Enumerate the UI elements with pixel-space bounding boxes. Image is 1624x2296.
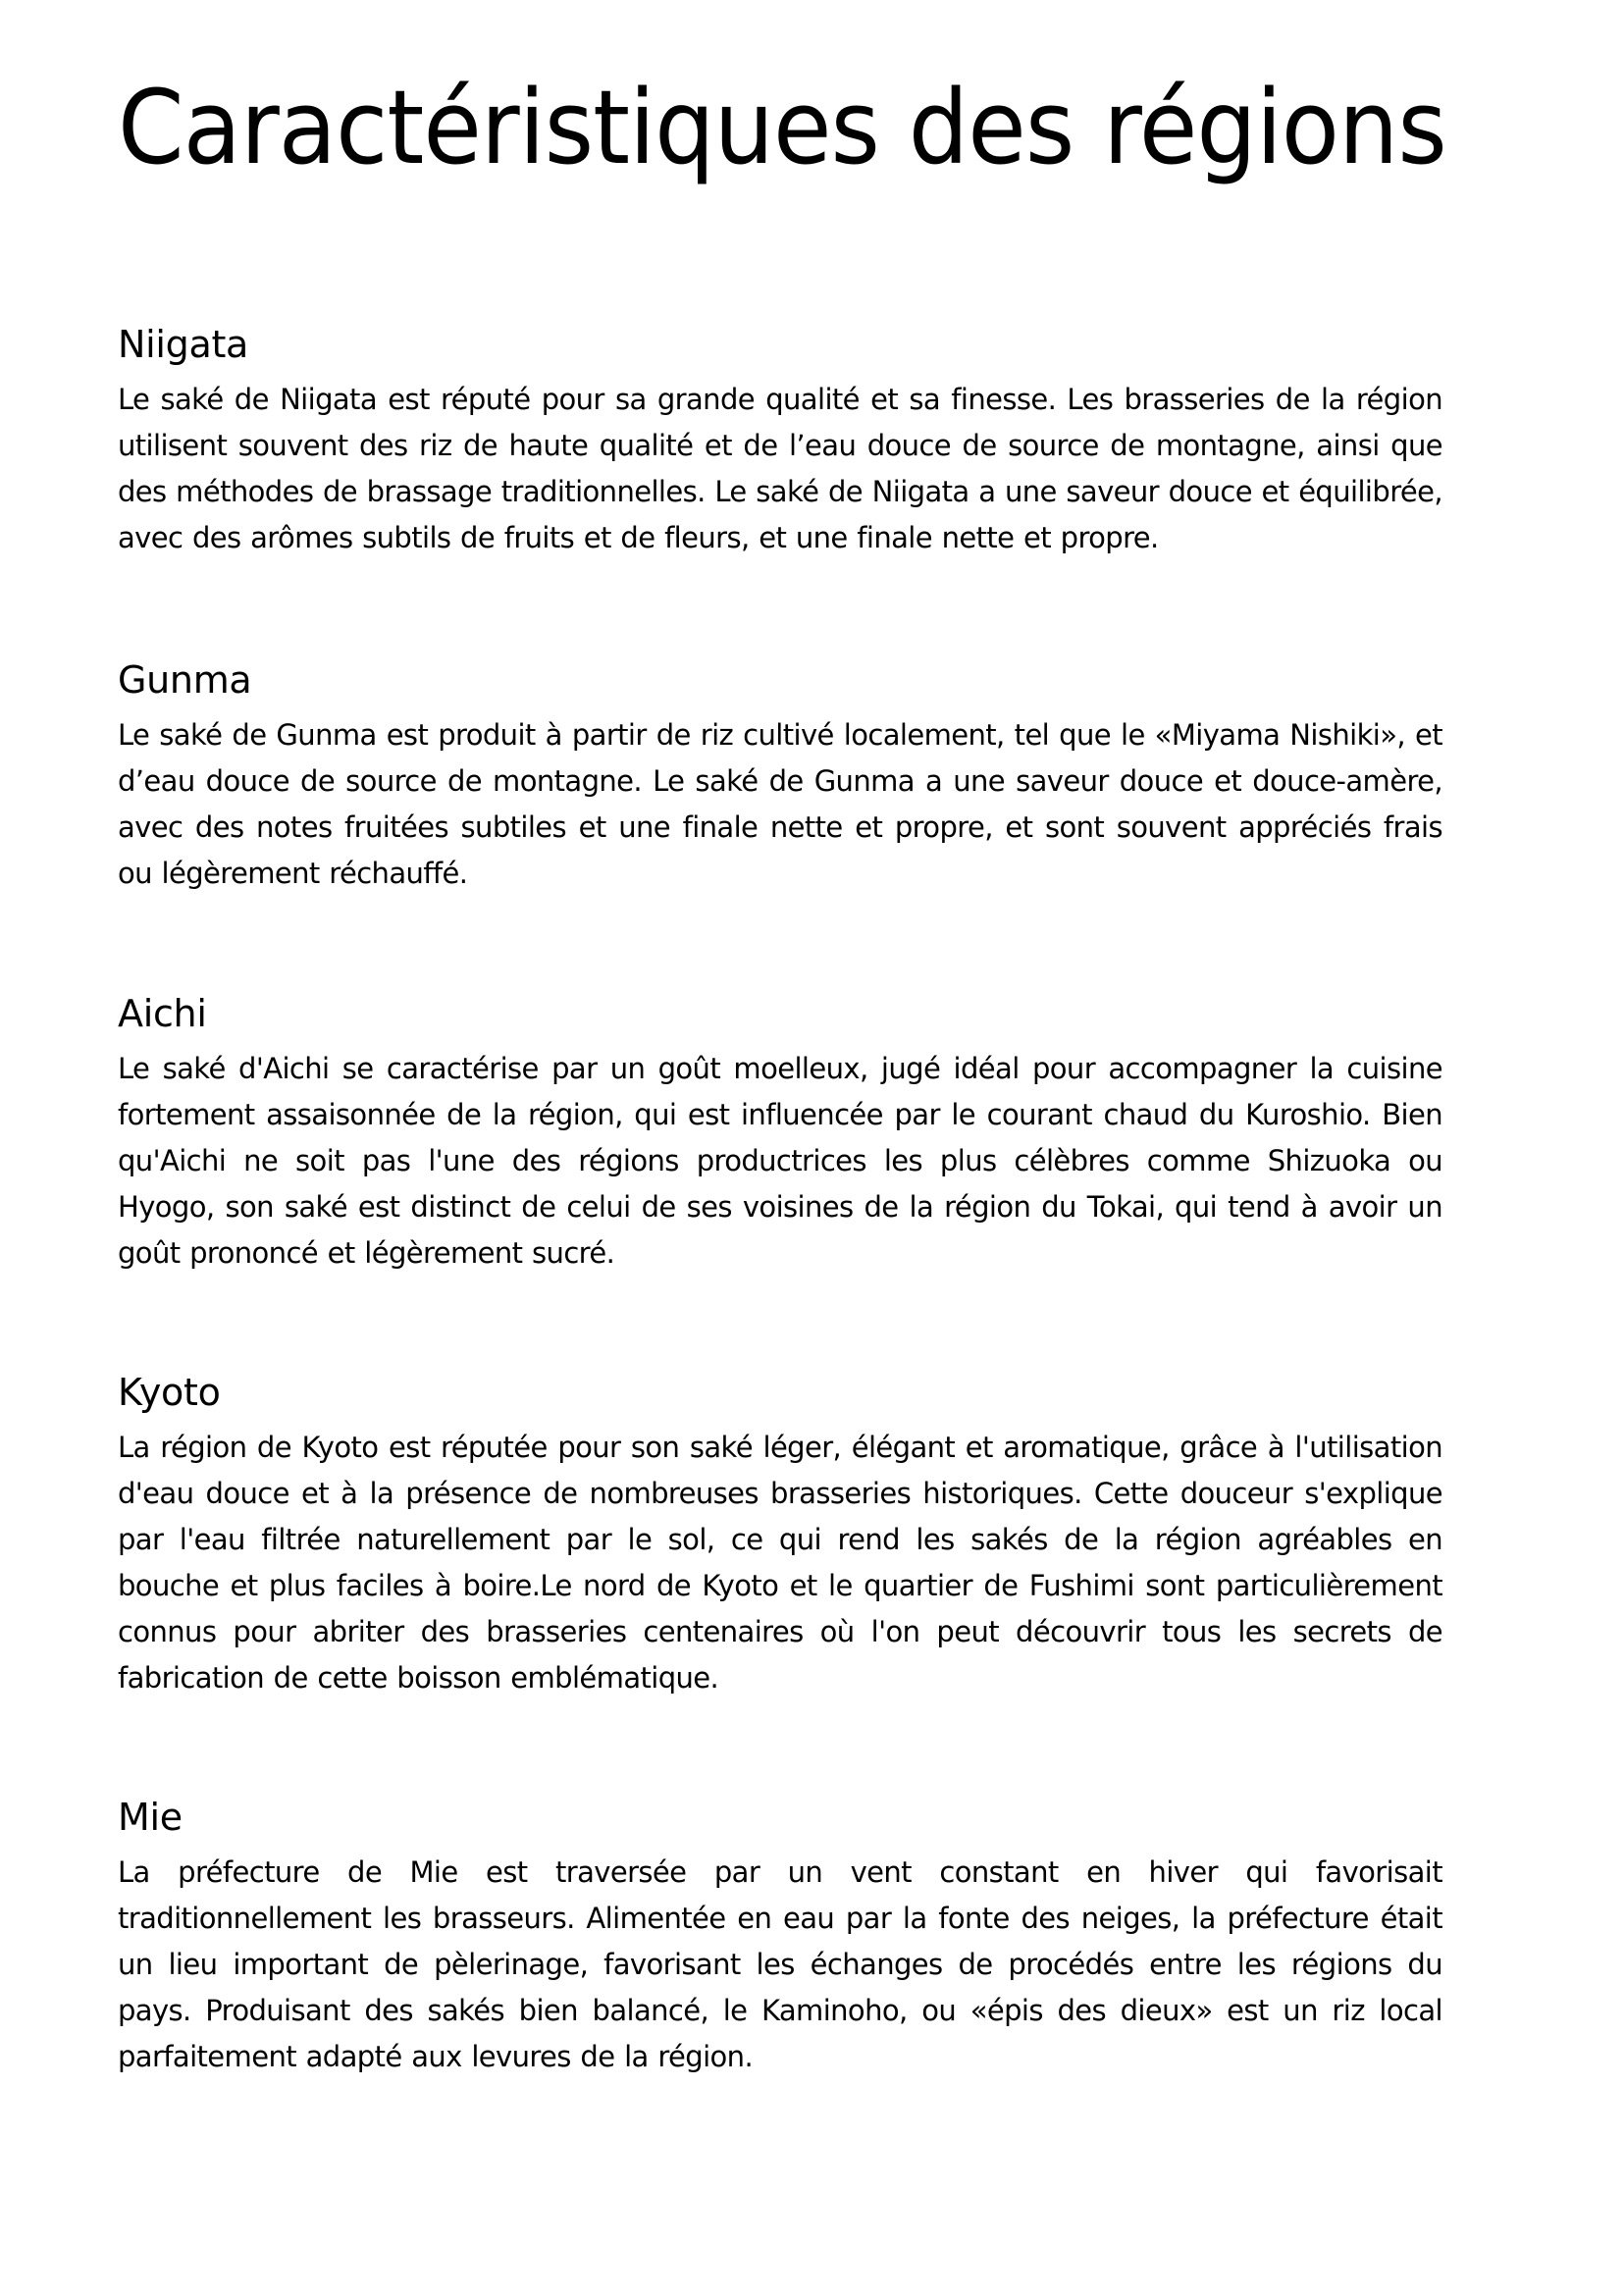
region-section-niigata bbox=[118, 320, 1442, 561]
page-title: Caractéristiques des régions bbox=[118, 68, 1446, 187]
region-section-kyoto bbox=[118, 1368, 1442, 1701]
region-heading: Mie bbox=[118, 1796, 183, 1839]
region-section-mie bbox=[118, 1793, 1442, 2080]
region-description: Le saké de Niigata est réputé pour sa grande qualité et sa finesse. Les brasseries de la région utilisent souvent des riz de haute qualité et de l’eau douce de source de montagne, ainsi que des méthodes de brassage traditionnelles. Le saké de Niigata a une saveur douce et équilibrée, avec des arômes subtils de fruits et de fleurs, et une finale nette et propre. bbox=[118, 383, 1442, 554]
region-section-aichi bbox=[118, 989, 1442, 1277]
region-description: Le saké d'Aichi se caractérise par un goût moelleux, jugé idéal pour accompagner la cuisine fortement assaisonnée de la région, qui est influencée par le courant chaud du Kuroshio. Bien qu'Aichi ne soit pas l'une des régions productrices les plus célèbres comme Shizuoka ou Hyogo, son saké est distinct de celui de ses voisines de la région du Tokai, qui tend à avoir un goût prononcé et légèrement sucré. bbox=[118, 1052, 1442, 1270]
region-heading: Gunma bbox=[118, 658, 252, 702]
region-heading: Kyoto bbox=[118, 1371, 221, 1414]
region-heading: Niigata bbox=[118, 323, 249, 366]
region-description: La région de Kyoto est réputée pour son saké léger, élégant et aromatique, grâce à l'utilisation d'eau douce et à la présence de nombreuses brasseries historiques. Cette douceur s'explique par l'eau filtrée naturellement par le sol, ce qui rend les sakés de la région agréables en bouche et plus faciles à boire.Le nord de Kyoto et le quartier de Fushimi sont particulièrement connus pour abriter des brasseries centenaires où l'on peut découvrir tous les secrets de fabrication de cette boisson emblématique. bbox=[118, 1431, 1442, 1695]
region-description: La préfecture de Mie est traversée par un vent constant en hiver qui favorisait traditionnellement les brasseurs. Alimentée en eau par la fonte des neiges, la préfecture était un lieu important de pèlerinage, favorisant les échanges de procédés entre les régions du pays. Produisant des sakés bien balancé, le Kaminoho, ou «épis des dieux» est un riz local parfaitement adapté aux levures de la région. bbox=[118, 1855, 1442, 2073]
region-section-gunma bbox=[118, 655, 1442, 897]
region-heading: Aichi bbox=[118, 992, 207, 1035]
region-description: Le saké de Gunma est produit à partir de riz cultivé localement, tel que le «Miyama Nishiki», et d’eau douce de source de montagne. Le saké de Gunma a une saveur douce et douce-amère, avec des notes fruitées subtiles et une finale nette et propre, et sont souvent appréciés frais ou légèrement réchauffé. bbox=[118, 718, 1442, 890]
